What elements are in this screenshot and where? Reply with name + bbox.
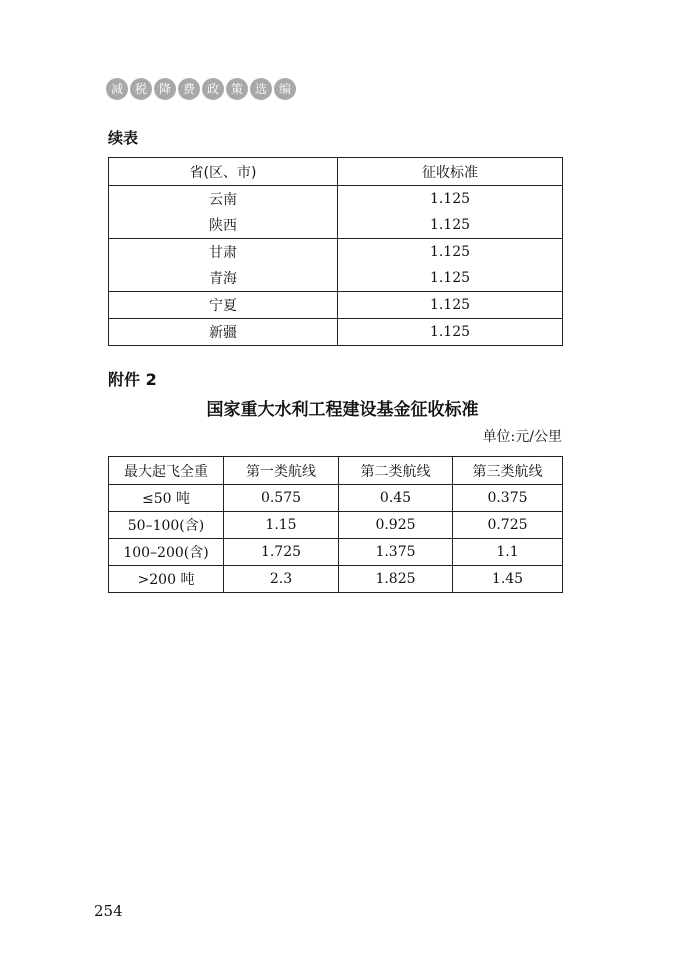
table-row: [109, 186, 563, 213]
book-header: [106, 78, 298, 100]
rate-cell: 1.825: [339, 566, 453, 593]
column-header: 征收标准: [338, 158, 563, 186]
rate-cell: 1.125: [338, 292, 563, 319]
table-row: [109, 539, 563, 566]
rate-cell: 2.3: [224, 566, 339, 593]
table-row: [109, 292, 563, 319]
attachment-label: 附件 2: [108, 370, 157, 389]
table-row: [109, 239, 563, 266]
rate-cell: 0.375: [453, 485, 563, 512]
continued-label: 续表: [108, 129, 139, 147]
table2-title: 国家重大水利工程建设基金征收标准: [206, 400, 479, 420]
rate-cell: 1.125: [429, 270, 471, 286]
rate-cell: 0.925: [339, 512, 453, 539]
rate-cell: 1.725: [224, 539, 339, 566]
province-cell: 宁夏: [109, 292, 338, 319]
table-header-row: [109, 158, 563, 186]
table-row: [109, 485, 563, 512]
rate-cell: 0.575: [224, 485, 339, 512]
province-cell: 新疆: [109, 319, 338, 346]
rate-cell: 1.125: [338, 319, 563, 346]
table-row: [109, 212, 563, 239]
header-char: 政: [202, 78, 224, 100]
rate-cell: 0.725: [453, 512, 563, 539]
rate-cell: 1.125: [429, 217, 471, 233]
table-row: [109, 265, 563, 292]
weight-cell: >200 吨: [109, 566, 224, 593]
header-char: 策: [226, 78, 248, 100]
rate-cell: 1.15: [224, 512, 339, 539]
rate-cell: 1.45: [491, 571, 524, 587]
rate-cell: 1.125: [429, 191, 471, 207]
weight-cell: ≤50 吨: [109, 485, 224, 512]
rate-cell: 1.1: [453, 539, 563, 566]
rate-cell: 1.125: [338, 239, 563, 266]
page-number: 254: [94, 902, 123, 920]
rate-cell: 1.375: [339, 539, 453, 566]
column-header: 最大起飞全重: [109, 457, 224, 485]
column-header: 第二类航线: [339, 457, 453, 485]
header-char: 减: [106, 78, 128, 100]
unit-label: 单位:元/公里: [482, 429, 562, 445]
province-cell: 云南: [109, 186, 338, 213]
table-row: [109, 319, 563, 346]
column-header: 第三类航线: [453, 457, 563, 485]
table-row: [109, 512, 563, 539]
weight-cell: 50–100(含): [109, 512, 224, 539]
header-char: 降: [154, 78, 176, 100]
province-cell: 甘肃: [109, 239, 338, 266]
header-char: 税: [130, 78, 152, 100]
table-header-row: [109, 457, 563, 485]
water-fund-rate-table: [108, 456, 563, 593]
province-cell: 青海: [109, 265, 338, 292]
header-char: 费: [178, 78, 200, 100]
column-header: 第一类航线: [224, 457, 339, 485]
province-rate-table: [108, 157, 563, 346]
header-char: 编: [274, 78, 296, 100]
province-cell: 陕西: [109, 212, 338, 239]
rate-cell: 0.45: [339, 485, 453, 512]
table-row: [109, 566, 563, 593]
weight-cell: 100–200(含): [109, 539, 224, 566]
column-header: 省(区、市): [109, 158, 338, 186]
header-char: 选: [250, 78, 272, 100]
